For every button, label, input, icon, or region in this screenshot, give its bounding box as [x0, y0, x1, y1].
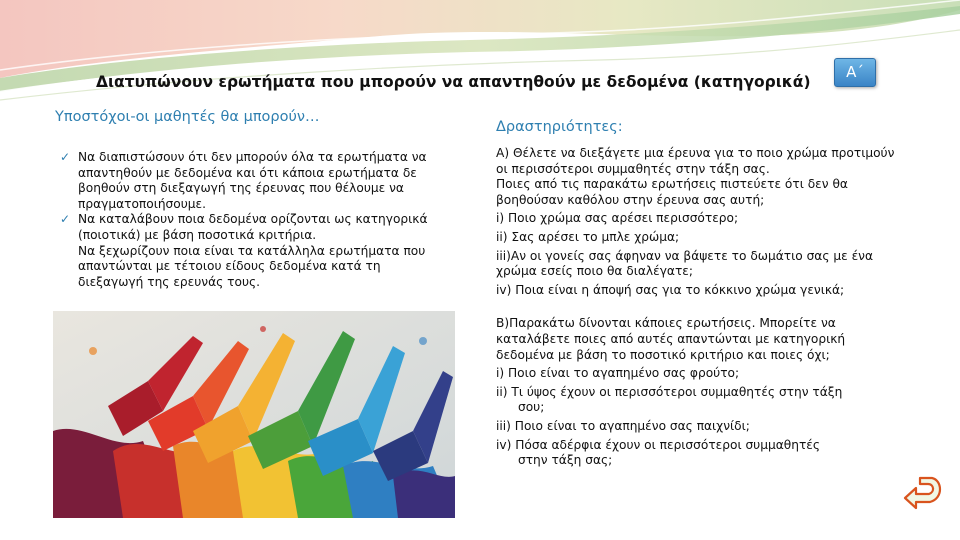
activity-b-item-continued: στην τάξη σας;: [518, 453, 613, 468]
activity-a-intro: Α) Θέλετε να διεξάγετε μια έρευνα για το ποιο χρώμα προτιμούν οι περισσότεροι συμμαθητές στην τάξη σας.: [496, 146, 895, 176]
subgoal-text: Να ξεχωρίζουν ποια είναι τα κατάλληλα ερωτήματα που απαντώνται με τέτοιου είδους δεδομένα κατά τη διεξαγωγή της ερευνάς τους.: [78, 243, 426, 289]
grade-badge: Α΄: [834, 58, 876, 87]
subgoal-item: [60, 212, 440, 243]
activity-a-item: iii)Αν οι γονείς σας άφηναν να βάψετε το δωμάτιο σας με ένα χρώμα εσείς ποιο θα διαλέγατε;: [496, 248, 874, 279]
activity-a-item: ii) Σας αρέσει το μπλε χρώμα;: [496, 229, 680, 244]
activity-b-item: i) Ποιο είναι το αγαπημένο σας φρούτο;: [496, 366, 740, 381]
slide-title: Διατυπώνουν ερωτήματα που μπορούν να απαντηθούν με δεδομένα (κατηγορικά): [96, 73, 811, 91]
activities-text: [496, 146, 896, 469]
activity-b-intro: Β)Παρακάτω δίνονται κάποιες ερωτήσεις. Μπορείτε να καταλάβετε ποιες από αυτές απαντώνται με κατηγορική δεδομένα με βάση το ποσοτικό κριτήριο και ποιες όχι;: [496, 316, 846, 362]
activity-b-item: iii) Ποιο είναι το αγαπημένο σας παιχνίδι;: [496, 418, 750, 433]
return-arrow-icon[interactable]: [902, 472, 944, 512]
subgoal-item: [60, 244, 440, 291]
activity-b-item: ii) Τι ύψος έχουν οι περισσότεροι συμμαθητές στην τάξη: [496, 384, 843, 399]
header-swoosh-decoration: [0, 0, 960, 110]
activity-a-question: Ποιες από τις παρακάτω ερωτήσεις πιστεύετε ότι δεν θα βοηθούσαν καθόλου στην έρευνα σας αυτή;: [496, 177, 848, 207]
check-icon: ✓: [60, 212, 71, 227]
activity-a-item: i) Ποιο χρώμα σας αρέσει περισσότερο;: [496, 211, 739, 226]
subgoal-text: Να διαπιστώσουν ότι δεν μπορούν όλα τα ερωτήματα να απαντηθούν με δεδομένα και ότι κάποια ερωτήματα δε βοηθούν στη διεξαγωγή της έρευνας που θέλουμε να πραγματοποιήσουμε.: [78, 150, 427, 211]
subgoals-heading: Υποστόχοι-οι μαθητές θα μπορούν…: [55, 109, 320, 125]
activity-b-item-continued: σου;: [518, 400, 545, 415]
activity-b-item: iv) Πόσα αδέρφια έχουν οι περισσότεροι συμμαθητές: [496, 437, 821, 452]
activities-heading: Δραστηριότητες:: [496, 119, 623, 135]
subgoal-text: Να καταλάβουν ποια δεδομένα ορίζονται ως κατηγορικά (ποιοτικά) με βάση ποσοτικά κριτήρια.: [78, 212, 428, 242]
subgoal-item: [60, 150, 440, 212]
activity-a-item: iv) Ποια είναι η άποψή σας για το κόκκινο χρώμα γενικά;: [496, 282, 845, 297]
check-icon: ✓: [60, 150, 71, 164]
paintbrushes-image: [53, 311, 455, 518]
subgoals-list: [60, 150, 440, 290]
